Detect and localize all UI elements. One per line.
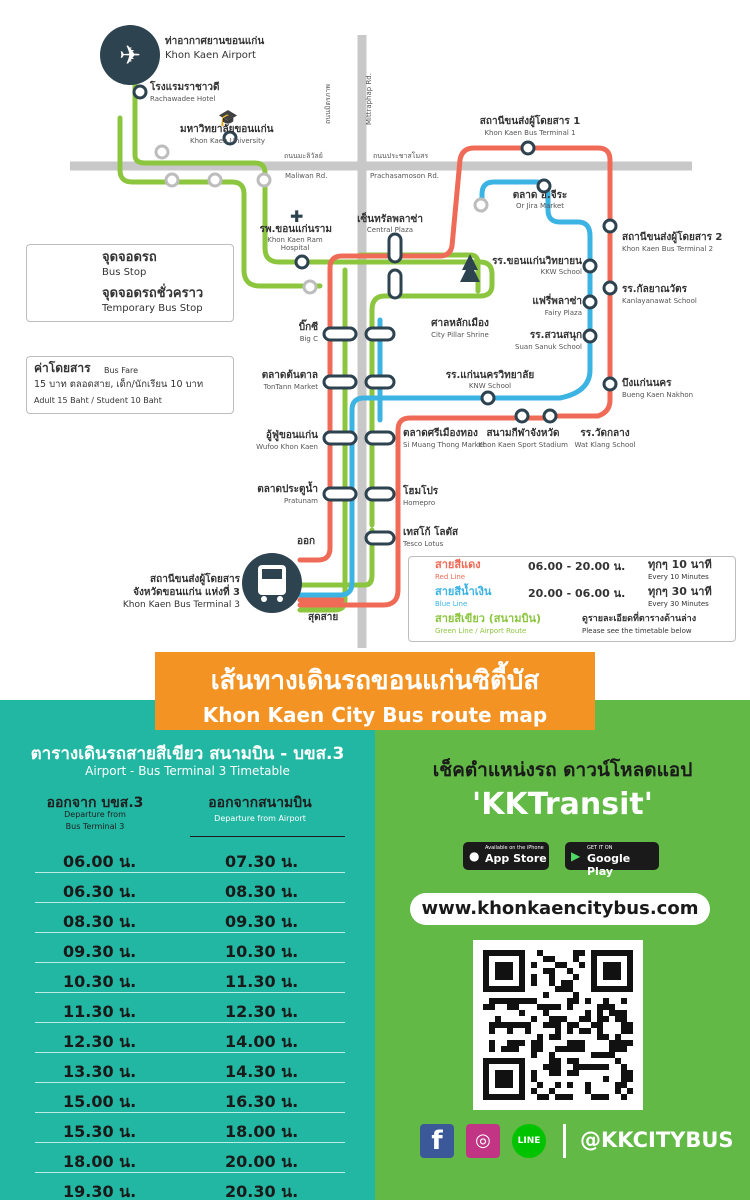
website-link[interactable]: www.khonkaencitybus.com [410, 893, 710, 925]
departure-terminal3-time: 06.00 น. [63, 852, 137, 871]
stop-kku-th: มหาวิทยาลัยขอนแก่น [180, 124, 274, 135]
road-maliwan-en: Maliwan Rd. [285, 172, 328, 180]
stop-central-th: เซ็นทรัลพลาซ่า [357, 214, 423, 225]
departure-airport-time: 14.00 น. [225, 1032, 299, 1051]
col-terminal3-en1: Departure from [64, 810, 126, 819]
google-play-big: Google Play [587, 852, 631, 878]
stop-ram-en1: Khon Kaen Ram [267, 236, 323, 244]
table-row [35, 993, 345, 1023]
stop-kanlaya-en: Kanlayanawat School [622, 297, 697, 305]
hospital-cross-icon: ✚ [290, 207, 304, 226]
departure-terminal3-time: 06.30 น. [63, 882, 137, 901]
stop-bigc-th: บิ๊กซี [298, 322, 318, 333]
stop-wufoo-th: อู้ฟู่ขอนแก่น [265, 430, 318, 441]
table-row [35, 1083, 345, 1113]
stop-suan-th: รร.สวนสนุก [529, 330, 582, 341]
departure-terminal3-time: 18.00 น. [63, 1152, 137, 1171]
social-divider [563, 1124, 566, 1158]
play-icon: ▶ [571, 849, 581, 863]
departure-airport-time: 20.00 น. [225, 1152, 299, 1171]
google-play-small: GET IT ON [587, 845, 613, 851]
table-row [35, 873, 345, 903]
airport-label-en: Khon Kaen Airport [165, 50, 256, 61]
table-row [35, 933, 345, 963]
road-prachasamoson-en: Prachasamoson Rd. [370, 172, 440, 180]
stop-simuang-th: ตลาดศรีเมืองทอง [403, 428, 478, 439]
see-timetable-th: ดูรายละเอียดที่ตารางด้านล่าง [582, 614, 697, 624]
app-store-button[interactable] [463, 842, 549, 870]
terminal3-th2: จังหวัดขอนแก่น แห่งที่ 3 [133, 587, 240, 598]
stop-orjira-th: ตลาด อ.จีระ [512, 190, 568, 201]
departure-terminal3-time: 15.30 น. [63, 1122, 137, 1141]
exit-label: ออก [297, 536, 316, 547]
stop-terminal2-en: Khon Kaen Bus Terminal 2 [622, 245, 714, 253]
stop-central-en: Central Plaza [366, 226, 414, 234]
stop-pillar-en: City Pillar Shrine [431, 331, 489, 339]
blue-line-en: Blue Line [435, 600, 468, 608]
time-day: 06.00 - 20.00 น. [528, 560, 626, 573]
fare-line-en: Adult 15 Baht / Student 10 Baht [34, 396, 162, 405]
col-terminal3-th: ออกจาก บขส.3 [46, 795, 144, 811]
stop-pratunam-th: ตลาดประตูน้ำ [257, 484, 318, 495]
departure-terminal3-time: 11.30 น. [63, 1002, 137, 1021]
stop-watklang-th: รร.วัดกลาง [580, 428, 630, 439]
app-name: 'KKTransit' [472, 787, 653, 822]
departure-airport-time: 12.30 น. [225, 1002, 299, 1021]
svg-text:✈: ✈ [119, 41, 141, 71]
stop-stadium-th: สนามกีฬาจังหวัด [486, 428, 560, 439]
stop-kkw-en: KKW School [540, 268, 582, 276]
stop-pillar-th: ศาลหลักเมือง [431, 318, 489, 329]
airport-label-th: ท่าอากาศยานขอนแก่น [165, 36, 265, 47]
timetable-title-th: ตารางเดินรถสายสีเขียว สนามบิน - บขส.3 [30, 744, 345, 764]
road-mittraphap-th: ถนนมิตรภาพ [323, 84, 332, 124]
time-night: 20.00 - 06.00 น. [528, 587, 626, 600]
table-row [35, 1173, 345, 1200]
table-row [35, 1023, 345, 1053]
table-row [35, 1143, 345, 1173]
departure-airport-time: 08.30 น. [225, 882, 299, 901]
legend-bus-stop-en: Bus Stop [102, 267, 147, 278]
stop-tesco-th: เทสโก้ โลตัส [403, 527, 459, 538]
departure-airport-time: 07.30 น. [225, 852, 299, 871]
graduation-cap-icon: 🎓 [218, 108, 238, 127]
freq-day-en: Every 10 Minutes [648, 573, 709, 581]
blue-line-th: สายสีน้ำเงิน [435, 585, 492, 598]
stop-kanlaya-th: รร.กัลยาณวัตร [622, 284, 687, 295]
road-prachasamoson-th: ถนนประชาสโมสร [373, 152, 429, 160]
stop-bueng-en: Bueng Kaen Nakhon [622, 391, 694, 399]
departure-airport-time: 16.30 น. [225, 1092, 299, 1111]
stop-suan-en: Suan Sanuk School [515, 343, 582, 351]
stop-kku-en: Khon Kaen University [190, 137, 266, 145]
col-airport-th: ออกจากสนามบิน [208, 795, 312, 811]
freq-day-th: ทุกๆ 10 นาที [648, 558, 712, 571]
stop-rachawadee-en: Rachawadee Hotel [150, 95, 216, 103]
stop-ram-th: รพ.ขอนแก่นราม [259, 224, 332, 235]
stop-knw-th: รร.แก่นนครวิทยาลัย [445, 370, 535, 381]
stop-wufoo-en: Wufoo Khon Kaen [256, 443, 318, 451]
stop-kkw-th: รร.ขอนแก่นวิทยายน [492, 256, 582, 267]
red-line-en: Red Line [435, 573, 466, 581]
col-airport-en: Departure from Airport [214, 814, 306, 823]
departure-terminal3-time: 19.30 น. [63, 1182, 137, 1200]
stop-stadium-en: Khon Kaen Sport Stadium [478, 441, 568, 449]
departure-airport-time: 14.30 น. [225, 1062, 299, 1081]
departure-airport-time: 20.30 น. [225, 1182, 299, 1200]
stop-terminal2-th: สถานีขนส่งผู้โดยสาร 2 [622, 232, 723, 243]
terminal3-en: Khon Kaen Bus Terminal 3 [122, 600, 240, 610]
departure-airport-time: 09.30 น. [225, 912, 299, 931]
stop-rachawadee-th: โรงแรมราชาวดี [150, 82, 220, 93]
stop-terminal1-en: Khon Kaen Bus Terminal 1 [484, 129, 576, 137]
freq-night-th: ทุกๆ 30 นาที [648, 585, 712, 598]
stop-simuang-en: Si Muang Thong Market [403, 441, 486, 449]
freq-night-en: Every 30 Minutes [648, 600, 709, 608]
table-row [35, 843, 345, 873]
social-handle: @KKCITYBUS [580, 1128, 734, 1152]
departure-terminal3-time: 13.30 น. [63, 1062, 137, 1081]
col-terminal3-en2: Bus Terminal 3 [65, 822, 125, 831]
see-timetable-en: Please see the timetable below [582, 627, 692, 635]
facebook-icon[interactable]: f [420, 1124, 454, 1158]
departure-terminal3-time: 09.30 น. [63, 942, 137, 961]
legend-bus-stop-th: จุดจอดรถ [102, 250, 157, 265]
stop-tesco-en: Tesco Lotus [403, 540, 444, 548]
header-divider [190, 836, 345, 837]
table-row [35, 1113, 345, 1143]
check-location-text: เช็คตำแหน่งรถ ดาวน์โหลดแอป [432, 759, 693, 781]
legend-temp-stop-th: จุดจอดรถชั่วคราว [102, 286, 204, 301]
green-line-en: Green Line / Airport Route [435, 627, 527, 635]
apple-icon: ● [469, 849, 480, 863]
table-row [35, 903, 345, 933]
line-icon[interactable]: LINE [512, 1124, 546, 1158]
road-mittraphap-en: Mittraphap Rd. [364, 73, 373, 126]
title-en: Khon Kaen City Bus route map [202, 703, 548, 727]
qr-code [473, 940, 643, 1110]
title-th: เส้นทางเดินรถขอนแก่นซิตี้บัส [210, 666, 540, 696]
stop-tontann-en: TonTann Market [263, 383, 318, 391]
stop-homepro-th: โฮมโปร [403, 486, 439, 497]
fare-title-en: Bus Fare [104, 366, 139, 375]
departure-terminal3-time: 10.30 น. [63, 972, 137, 991]
departure-terminal3-time: 08.30 น. [63, 912, 137, 931]
stop-ram-en2: Hospital [280, 244, 310, 252]
title-banner [155, 652, 595, 730]
stop-orjira-en: Or Jira Market [515, 202, 565, 210]
stop-bigc-en: Big C [299, 335, 318, 343]
stop-terminal1-th: สถานีขนส่งผู้โดยสาร 1 [479, 116, 581, 127]
instagram-icon[interactable]: ◎ [466, 1124, 500, 1158]
departure-airport-time: 18.00 น. [225, 1122, 299, 1141]
table-row [35, 963, 345, 993]
departure-terminal3-time: 15.00 น. [63, 1092, 137, 1111]
stop-watklang-en: Wat Klang School [574, 441, 636, 449]
departure-airport-time: 11.30 น. [225, 972, 299, 991]
fare-line-th: 15 บาท ตลอดสาย, เด็ก/นักเรียน 10 บาท [34, 379, 204, 390]
departure-airport-time: 10.30 น. [225, 942, 299, 961]
green-line-th: สายสีเขียว (สนามบิน) [435, 612, 541, 625]
departure-terminal3-time: 12.30 น. [63, 1032, 137, 1051]
stop-pratunam-en: Pratunam [284, 497, 318, 505]
stop-bueng-th: บึงแก่นนคร [622, 378, 672, 389]
end-label: สุดสาย [308, 612, 339, 623]
fare-title-th: ค่าโดยสาร [34, 361, 91, 375]
stop-homepro-en: Homepro [403, 499, 436, 507]
terminal3-th1: สถานีขนส่งผู้โดยสาร [150, 574, 240, 585]
stop-knw-en: KNW School [468, 382, 512, 390]
google-play-button[interactable] [565, 842, 659, 878]
legend-temp-stop-en: Temporary Bus Stop [102, 303, 203, 314]
table-row [35, 1053, 345, 1083]
road-maliwan-th: ถนนมะลิวัลย์ [284, 152, 323, 160]
stop-tontann-th: ตลาดต้นตาล [261, 370, 318, 381]
app-store-big: App Store [485, 852, 547, 865]
timetable-title-en: Airport - Bus Terminal 3 Timetable [85, 764, 290, 778]
stop-fairy-en: Fairy Plaza [544, 309, 582, 317]
stop-fairy-th: แฟรี่พลาซ่า [532, 296, 582, 307]
app-store-small: Available on the iPhone [485, 845, 544, 851]
red-line-th: สายสีแดง [435, 558, 481, 571]
